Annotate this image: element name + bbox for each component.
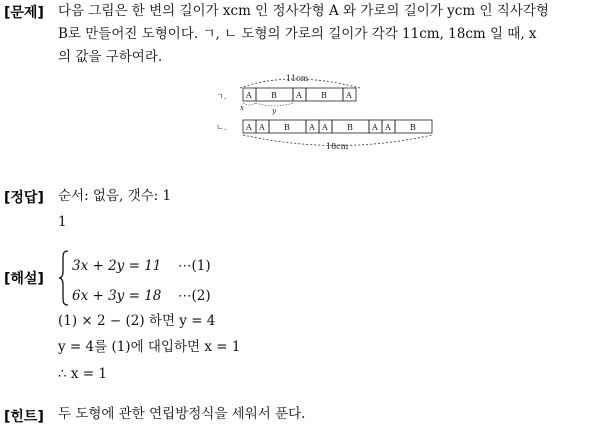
row2-cell-6: B — [347, 123, 353, 132]
row2-cell-5: A — [322, 123, 328, 132]
row2-cell-9: B — [410, 123, 416, 132]
problem-figure — [210, 72, 450, 152]
equation-1: 3x + 2y = 11 — [72, 258, 162, 274]
row1-cell-4: B — [321, 91, 327, 100]
system-brace — [58, 250, 70, 306]
bottom-dimension-label: 18cm — [326, 142, 349, 151]
equation-2: 6x + 3y = 18 — [72, 288, 162, 304]
equation-2-number: ⋯(2) — [178, 288, 211, 304]
row2-cell-1: A — [246, 123, 252, 132]
hint-text: 두 도형에 관한 연립방정식을 세워서 푼다. — [58, 406, 306, 422]
row2-label: ㄴ. — [216, 123, 227, 132]
row1-cell-2: B — [271, 91, 277, 100]
answer-line-2: 1 — [58, 214, 67, 230]
problem-line-1: 다음 그림은 한 변의 길이가 xcm 인 정사각형 A 와 가로의 길이가 ycm 인 직사각형 — [58, 3, 549, 19]
y-mark: y — [272, 107, 276, 115]
equation-1-number: ⋯(1) — [178, 258, 211, 274]
explanation-step-1: (1) × 2 − (2) 하면 y = 4 — [58, 313, 216, 329]
row1-cell-5: A — [346, 91, 352, 100]
row1-cell-3: A — [296, 91, 302, 100]
problem-tag: [문제] — [4, 5, 44, 21]
row1-cell-1: A — [246, 91, 252, 100]
row2-cells — [243, 120, 432, 133]
row1-label: ㄱ. — [216, 92, 227, 101]
row2-cell-4: A — [309, 123, 315, 132]
row2-cell-2: A — [259, 123, 265, 132]
row2-cell-8: A — [385, 123, 391, 132]
x-mark: x — [240, 104, 244, 112]
problem-line-2: B로 만들어진 도형이다. ㄱ, ㄴ 도형의 가로의 길이가 각각 11cm, 18cm 일 때, x — [58, 26, 537, 42]
row2-cell-7: A — [372, 123, 378, 132]
explanation-step-2: y = 4를 (1)에 대입하면 x = 1 — [58, 339, 241, 355]
row2-cell-3: B — [284, 123, 290, 132]
top-dimension-label: 11cm — [286, 74, 309, 83]
problem-line-3: 의 값을 구하여라. — [58, 49, 163, 65]
answer-line-1: 순서: 없음, 갯수: 1 — [58, 188, 172, 204]
hint-tag: [힌트] — [4, 409, 44, 425]
explanation-tag: [해설] — [4, 271, 44, 287]
explanation-step-3: ∴ x = 1 — [58, 366, 107, 382]
answer-tag: [정답] — [4, 190, 44, 206]
